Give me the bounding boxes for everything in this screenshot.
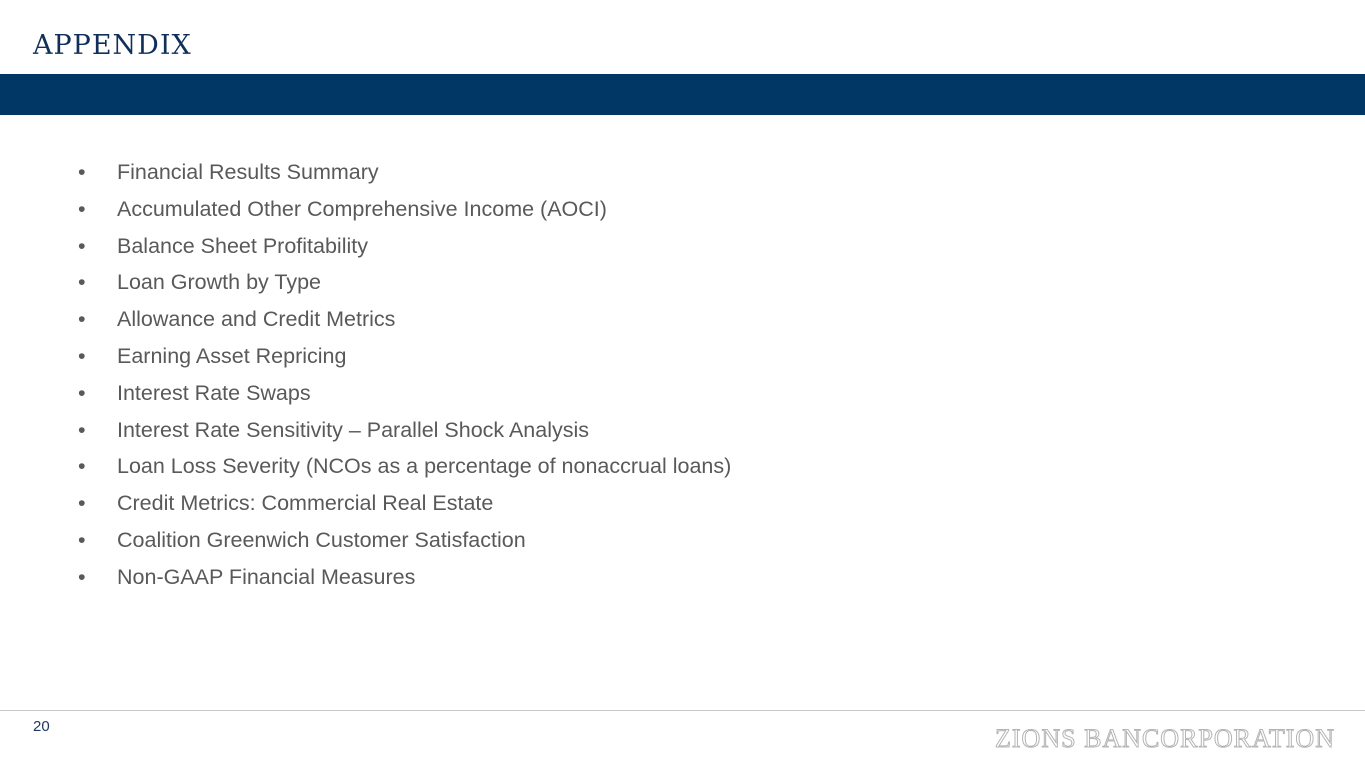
list-item-label: Credit Metrics: Commercial Real Estate (117, 491, 494, 516)
list-item-label: Coalition Greenwich Customer Satisfaction (117, 527, 526, 552)
list-item-label: Earning Asset Repricing (117, 343, 347, 368)
bullet-marker: • (78, 160, 86, 184)
list-item-label: Non-GAAP Financial Measures (117, 564, 416, 589)
list-item (78, 191, 731, 228)
list-item (78, 154, 731, 191)
list-item (78, 412, 731, 449)
appendix-list (78, 154, 731, 596)
bullet-marker: • (78, 307, 86, 332)
list-item-label: Loan Loss Severity (NCOs as a percentage of nonaccrual loans) (117, 454, 732, 479)
bullet-marker: • (78, 196, 86, 221)
page-number: 20 (33, 718, 50, 735)
bullet-marker: • (78, 491, 86, 516)
bullet-marker: • (78, 343, 86, 368)
bullet-marker: • (78, 564, 86, 589)
bullet-marker: • (78, 233, 86, 258)
bullet-marker: • (78, 380, 86, 405)
list-item (78, 264, 731, 301)
list-item (78, 301, 731, 338)
header-band (0, 74, 1365, 115)
list-item-label: Balance Sheet Profitability (117, 233, 368, 258)
list-item (78, 338, 731, 375)
list-item-label: Loan Growth by Type (117, 270, 321, 295)
list-item (78, 522, 731, 559)
bullet-marker: • (78, 527, 86, 552)
list-item (78, 559, 731, 596)
bullet-marker: • (78, 417, 86, 442)
list-item-label: Financial Results Summary (117, 160, 379, 184)
list-item-label: Accumulated Other Comprehensive Income (AOCI) (117, 196, 607, 221)
slide-title: APPENDIX (33, 30, 192, 61)
bullet-marker: • (78, 454, 86, 479)
list-item-label: Allowance and Credit Metrics (117, 307, 396, 332)
list-item (78, 228, 731, 265)
list-item-label: Interest Rate Swaps (117, 380, 311, 405)
bullet-marker: • (78, 270, 86, 295)
company-logo: ZIONS BANCORPORATION (995, 724, 1335, 753)
list-item (78, 485, 731, 522)
footer-divider (0, 710, 1365, 711)
list-item-label: Interest Rate Sensitivity – Parallel Shock Analysis (117, 417, 590, 442)
list-item (78, 375, 731, 412)
list-item (78, 448, 731, 485)
